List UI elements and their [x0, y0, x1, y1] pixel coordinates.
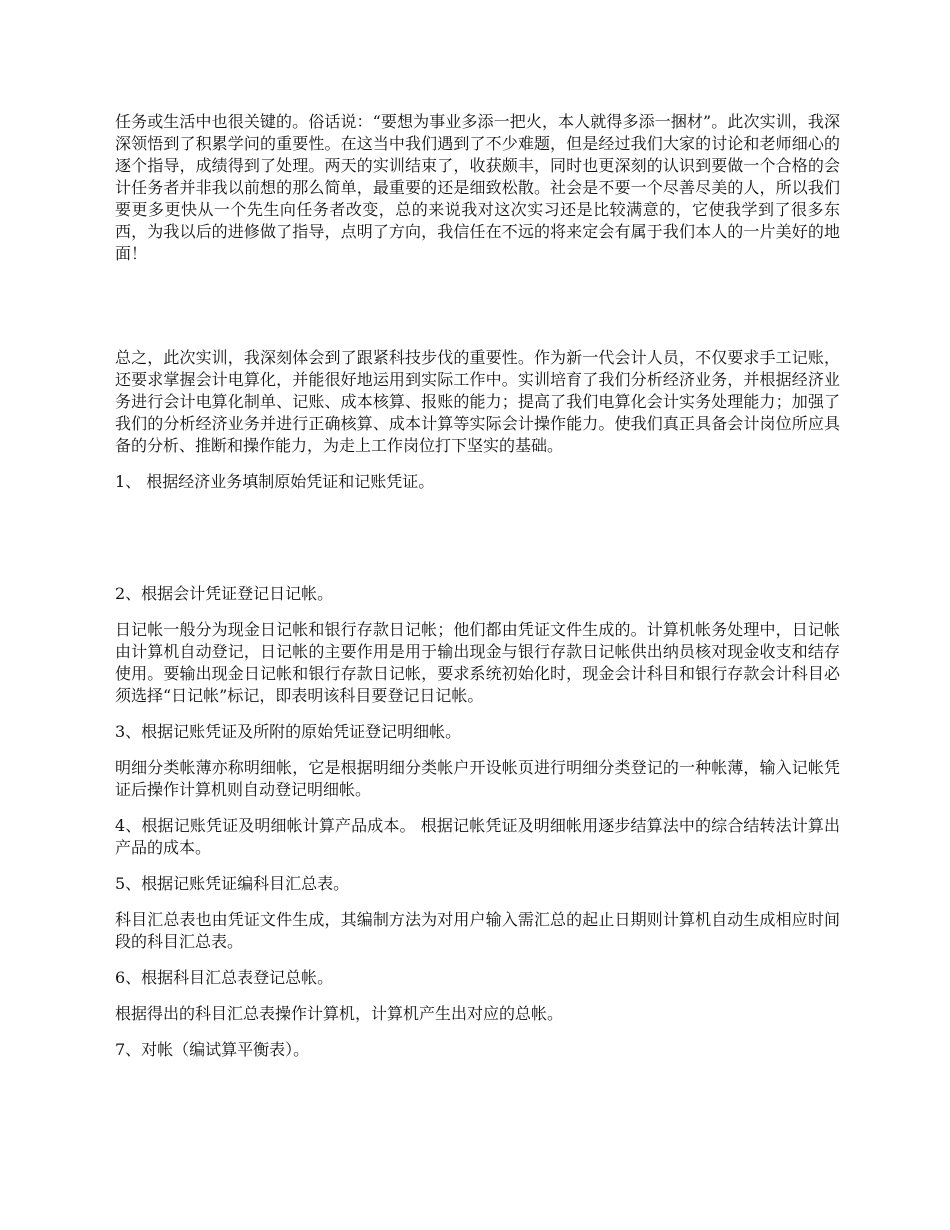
list-item-2-body: 日记帐一般分为现金日记帐和银行存款日记帐；他们都由凭证文件生成的。计算机帐务处理中，日记帐由计算机自动登记，日记帐的主要作用是用于输出现金与银行存款日记帐供出纳员核对现金收支和结存使用。要输出现金日记帐和银行存款日记帐，要求系统初始化时，现金会计科目和银行存款会计科目必须选择“日记帐”标记，即表明该科目要登记日记帐。	[115, 620, 840, 705]
list-item-3: 3、根据记账凭证及所附的原始凭证登记明细帐。	[115, 722, 462, 741]
paragraph-training-reflection: 任务或生活中也很关键的。俗话说：“要想为事业多添一把火，本人就得多添一捆材”。此次实训，我深深领悟到了积累学问的重要性。在这当中我们遇到了不少难题，但是经过我们大家的讨论和老师细心的逐个指导，成绩得到了处理。两天的实训结束了，收获颇丰，同时也更深刻的认识到要做一个合格的会计任务者并非我以前想的那么简单，最重要的还是细致松散。社会是不要一个尽善尽美的人，所以我们要更多更快从一个先生向任务者改变，总的来说我对这次实习还是比较满意的，它使我学到了很多东西，为我以后的进修做了指导，点明了方向，我信任在不远的将来定会有属于我们本人的一片美好的地面！	[115, 112, 840, 263]
list-item-6-body: 根据得出的科目汇总表操作计算机，计算机产生出对应的总帐。	[115, 1004, 564, 1023]
blank-space	[115, 279, 840, 347]
paragraph-summary: 总之，此次实训，我深刻体会到了跟紧科技步伐的重要性。作为新一代会计人员，不仅要求手工记账，还要求掌握会计电算化，并能很好地运用到实际工作中。实训培育了我们分析经济业务，并根据经济业务进行会计电算化制单、记账、成本核算、报账的能力；提高了我们电算化会计实务处理能力；加强了我们的分析经济业务并进行正确核算、成本计算等实际会计操作能力。使我们真正具备会计岗位所应具备的分析、推断和操作能力，为走上工作岗位打下坚实的基础。	[115, 348, 840, 455]
list-item-4: 4、根据记账凭证及明细帐计算产品成本。 根据记帐凭证及明细帐用逐步结算法中的综合结转法计算出产品的成本。	[115, 816, 840, 857]
list-item-5: 5、根据记账凭证编科目汇总表。	[115, 874, 350, 893]
document-body	[115, 111, 840, 1075]
blank-space	[115, 507, 840, 583]
list-item-1: 1、 根据经济业务填制原始凭证和记账凭证。	[115, 472, 435, 491]
list-item-7: 7、对帐（编试算平衡表）。	[115, 1040, 310, 1059]
list-item-3-body: 明细分类帐薄亦称明细帐，它是根据明细分类帐户开设帐页进行明细分类登记的一种帐薄，输入记帐凭证后操作计算机则自动登记明细帐。	[115, 758, 840, 799]
list-item-5-body: 科目汇总表也由凭证文件生成，其编制方法为对用户输入需汇总的起止日期则计算机自动生成相应时间段的科目汇总表。	[115, 910, 840, 951]
list-item-6: 6、根据科目汇总表登记总帐。	[115, 968, 334, 987]
list-item-2: 2、根据会计凭证登记日记帐。	[115, 584, 334, 603]
